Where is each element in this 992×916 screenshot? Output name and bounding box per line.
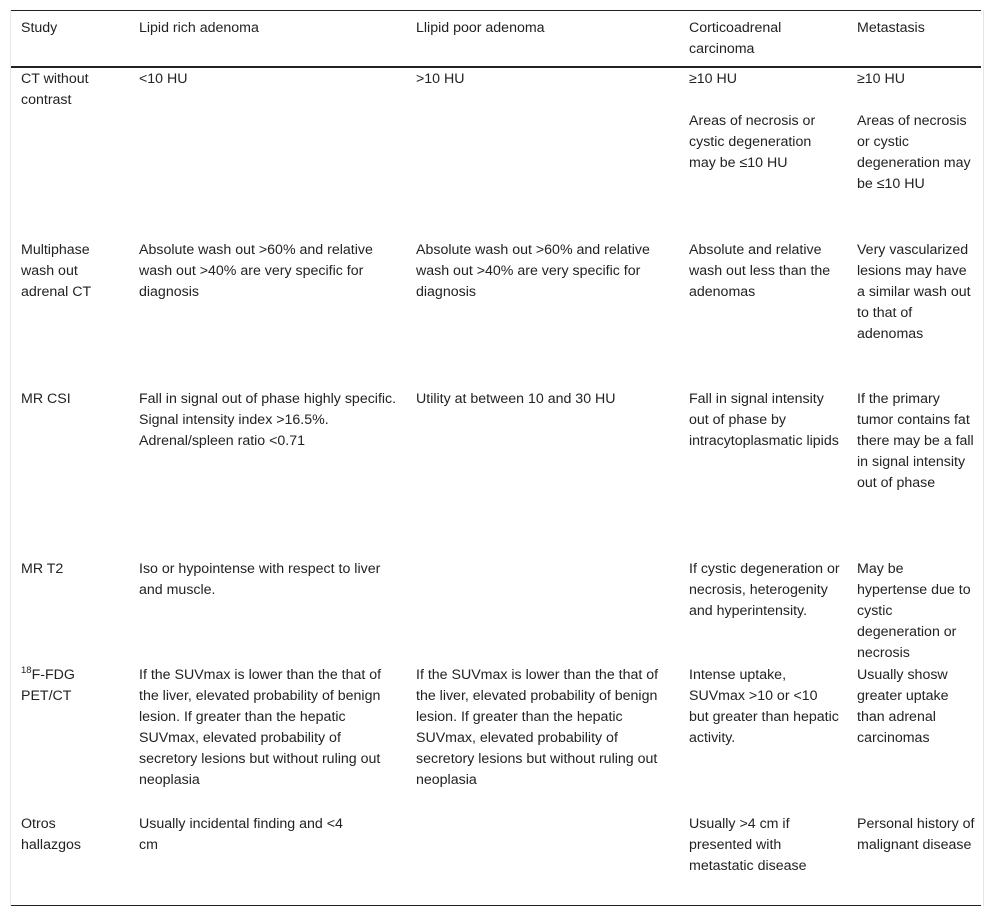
table-row [11, 813, 981, 905]
header-lipid-rich-adenoma: Lipid rich adenoma [139, 20, 259, 36]
cell-carcinoma [679, 67, 847, 239]
cell-carcinoma: Usually >4 cm if presented with metastatic disease [689, 816, 807, 874]
cell-metastasis: Personal history of malignant disease [857, 816, 975, 853]
header-corticoadrenal-carcinoma: Corticoadrenal carcinoma [689, 20, 782, 57]
cell-lipid-rich: Iso or hypointense with respect to liver and muscle. [139, 561, 381, 598]
table-row [11, 67, 981, 239]
header-row [11, 11, 981, 68]
cell-study-text: F-FDG PET/CT [21, 667, 75, 704]
header-study: Study [21, 20, 58, 36]
cell-lipid-rich: Absolute wash out >60% and relative wash out >40% are very specific for diagnosis [139, 242, 373, 300]
cell-metastasis-value: ≥10 HU [857, 71, 906, 87]
cell-metastasis [847, 67, 981, 239]
cell-metastasis: Usually shosw greater uptake than adrenal carcinomas [857, 667, 949, 746]
cell-lipid-rich: <10 HU [139, 71, 188, 87]
cell-study: MR T2 [21, 561, 64, 577]
cell-study: MR CSI [21, 391, 71, 407]
cell-carcinoma: Fall in signal intensity out of phase by intracytoplasmatic lipids [689, 391, 839, 449]
table-row [11, 239, 981, 388]
cell-metastasis: Very vascularized lesions may have a similar wash out to that of adenomas [857, 242, 971, 342]
cell-metastasis: May be hypertense due to cystic degeneration or necrosis [857, 561, 971, 661]
cell-lipid-rich: If the SUVmax is lower than the that of the liver, elevated probability of benign lesion. If greater than the hepatic SUVmax, elevated probability of secretory lesions but without ruling out neoplasia [139, 667, 382, 788]
cell-lipid-poor: Utility at between 10 and 30 HU [416, 391, 616, 407]
cell-carcinoma: If cystic degeneration or necrosis, heterogenity and hyperintensity. [689, 561, 840, 619]
cell-lipid-poor [406, 813, 679, 905]
cell-study: Otros hallazgos [21, 816, 81, 853]
cell-carcinoma: Absolute and relative wash out less than the adenomas [689, 242, 831, 300]
cell-lipid-rich: Fall in signal out of phase highly specific. Signal intensity index >16.5%. Adrenal/spleen ratio <0.71 [139, 391, 397, 449]
cell-lipid-poor [406, 558, 679, 664]
table-container [10, 10, 984, 906]
cell-study: CT without contrast [21, 71, 89, 108]
cell-lipid-poor: If the SUVmax is lower than the that of the liver, elevated probability of benign lesion. If greater than the hepatic SUVmax, elevated probability of secretory lesions but without ruling out neoplasia [416, 667, 659, 788]
cell-lipid-poor: Absolute wash out >60% and relative wash out >40% are very specific for diagnosis [416, 242, 650, 300]
cell-study: Multiphase wash out adrenal CT [21, 242, 92, 300]
cell-metastasis: If the primary tumor contains fat there may be a fall in signal intensity out of phase [857, 391, 974, 491]
comparison-table [11, 10, 981, 906]
cell-carcinoma-value: ≥10 HU [689, 71, 738, 87]
cell-lipid-poor: >10 HU [416, 71, 465, 87]
table-row [11, 664, 981, 813]
table-row [11, 558, 981, 664]
cell-metastasis-note: Areas of necrosis or cystic degeneration may be ≤10 HU [857, 113, 971, 192]
cell-study [11, 664, 129, 813]
header-lipid-poor-adenoma: Llipid poor adenoma [416, 20, 545, 36]
cell-carcinoma-note: Areas of necrosis or cystic degeneration may be ≤10 HU [689, 113, 816, 171]
cell-lipid-rich: Usually incidental finding and <4 cm [139, 816, 343, 853]
isotope-superscript: 18 [21, 665, 32, 676]
header-metastasis: Metastasis [857, 20, 925, 36]
cell-carcinoma: Intense uptake, SUVmax >10 or <10 but greater than hepatic activity. [689, 667, 839, 746]
table-row [11, 388, 981, 558]
